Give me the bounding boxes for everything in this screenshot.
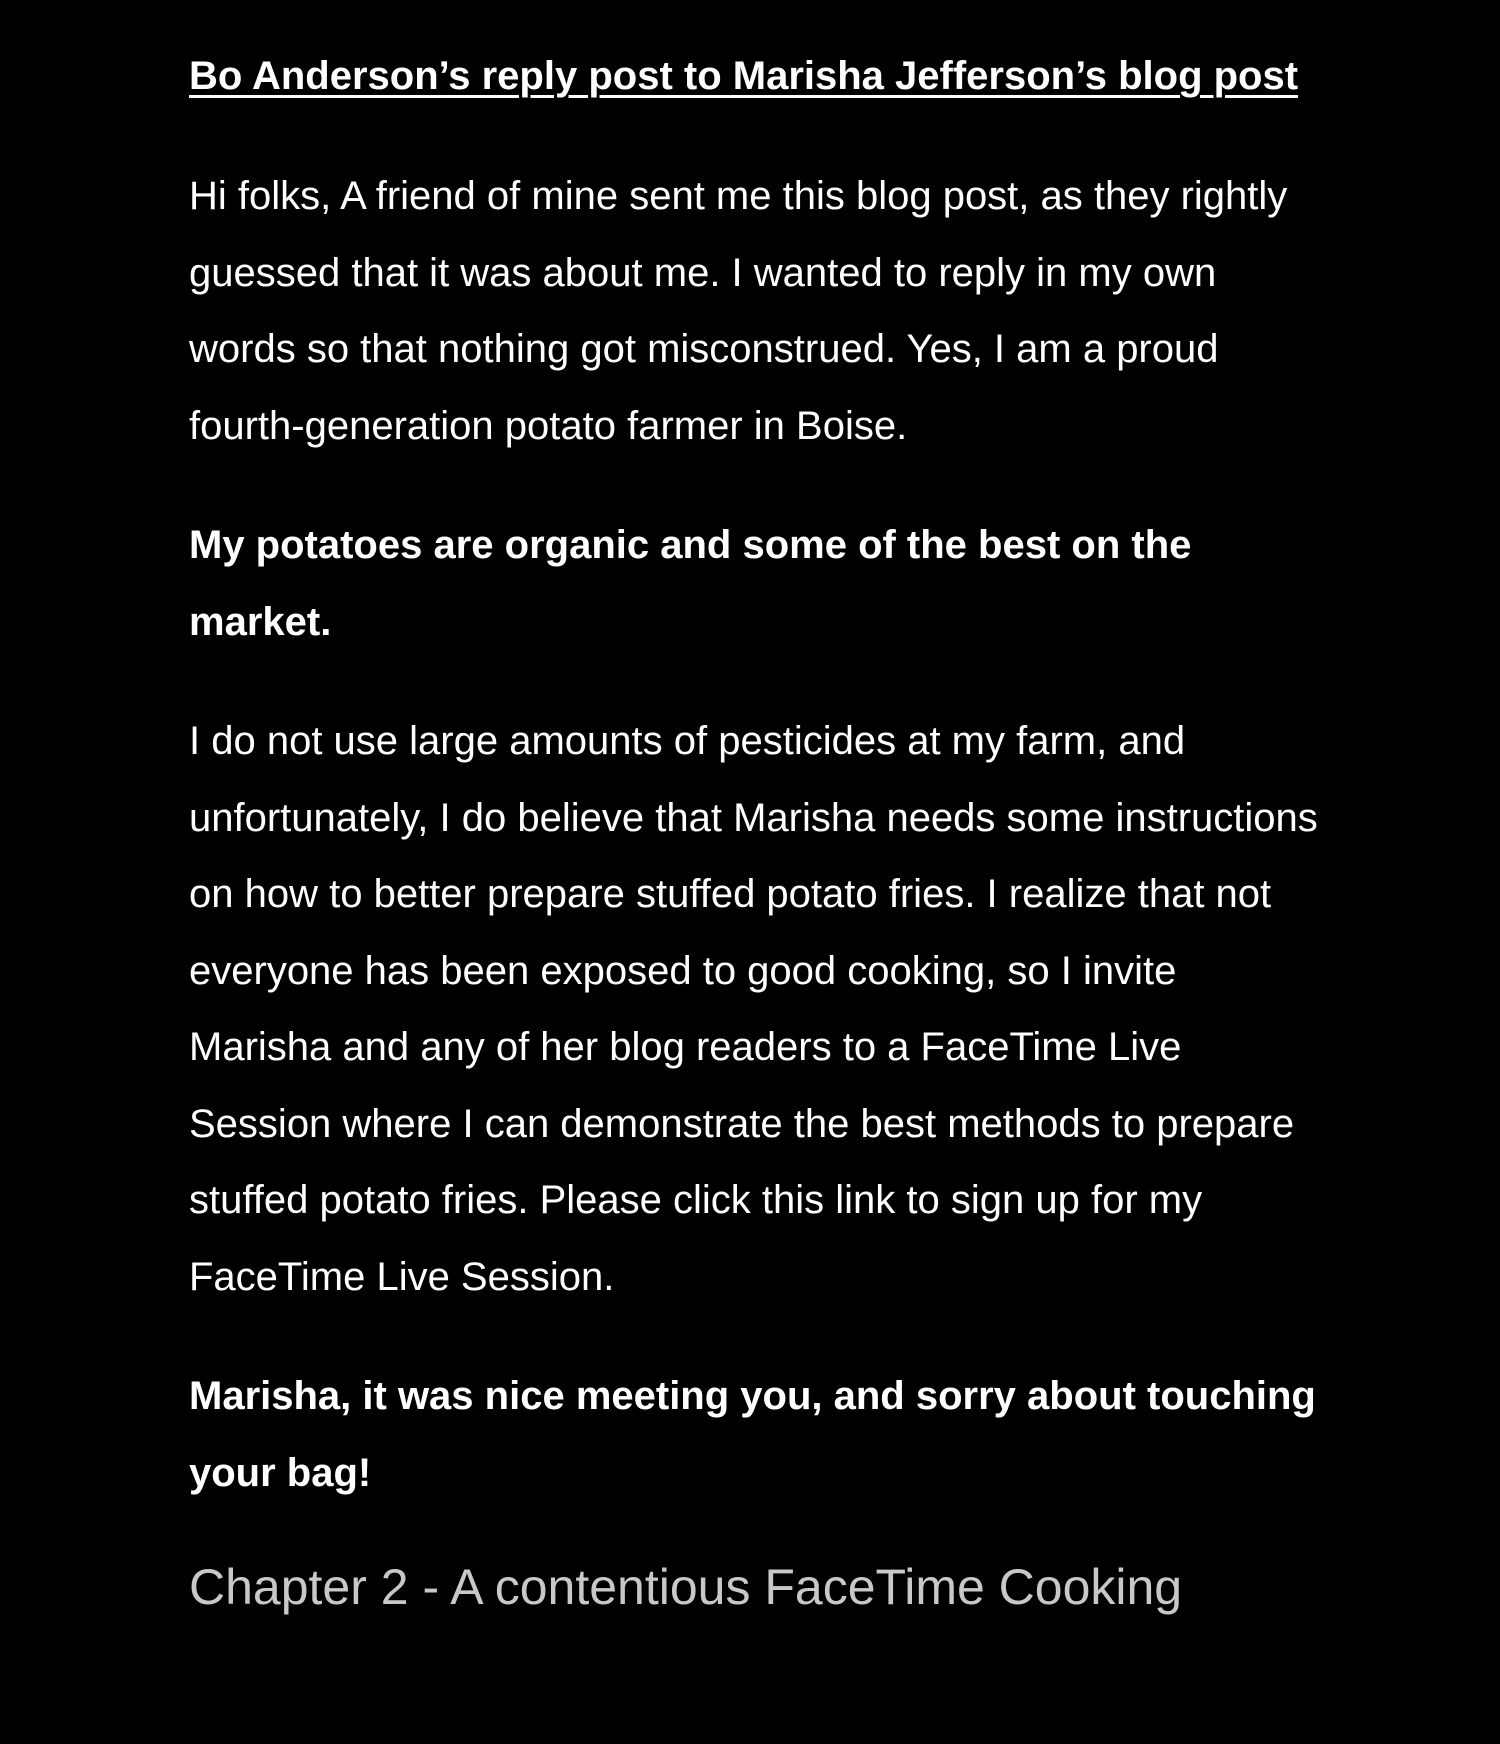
body-paragraph-invitation: I do not use large amounts of pesticides at my farm, and unfortunately, I do believe that Marisha needs some instructions on how to better prepare stuffed potato fries. I realize that not everyone has been exposed to good cooking, so I invite Marisha and any of her blog readers to a FaceTime Live Session where I can demonstrate the best methods to prepare stuffed potato fries. Please click this link to sign up for my FaceTime Live Session. [189,719,1318,1299]
document-page [189,38,1319,1625]
intro-paragraph: Hi folks, A friend of mine sent me this blog post, as they rightly guessed that it was about me. I wanted to reply in my own words so that nothing got misconstrued. Yes, I am a proud fourth-generation potato farmer in Boise. [189,174,1288,448]
bold-paragraph-closing: Marisha, it was nice meeting you, and sorry about touching your bag! [189,1374,1316,1495]
chapter-heading: Chapter 2 - A contentious FaceTime Cooking [189,1559,1183,1615]
bold-paragraph-potatoes: My potatoes are organic and some of the best on the market. [189,523,1192,644]
post-title: Bo Anderson’s reply post to Marisha Jefferson’s blog post [189,54,1299,98]
